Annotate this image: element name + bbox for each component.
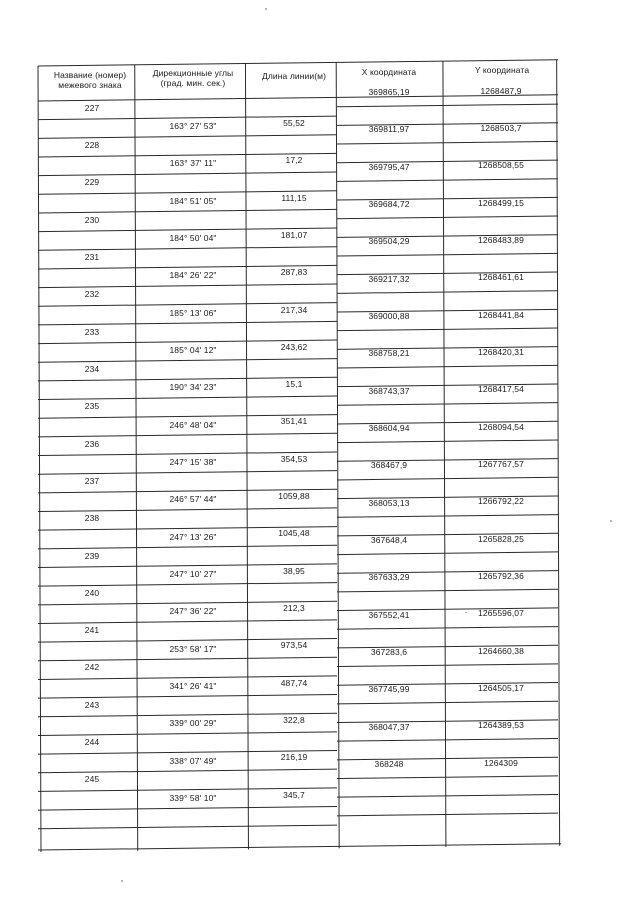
segment-angle: 184° 51' 05" (169, 195, 217, 206)
point-x: 367283,6 (370, 646, 408, 657)
point-x: 367552,41 (368, 609, 410, 620)
grid-line (337, 291, 558, 294)
point-x: 369811,97 (368, 124, 410, 135)
grid-line (337, 403, 558, 406)
segment-length: 15,1 (285, 379, 303, 390)
segment-angle: 253° 58' 17" (169, 643, 217, 654)
grid-line (337, 328, 558, 331)
grid-line (38, 247, 337, 251)
segment-angle: 185° 04' 12" (169, 345, 217, 356)
grid-line (337, 141, 558, 144)
point-name: 235 (84, 401, 100, 412)
point-name: 228 (84, 140, 100, 150)
point-y: 1268487,9 (480, 85, 522, 96)
point-name: 233 (84, 326, 100, 337)
segment-angle: 184° 50' 04" (169, 233, 217, 244)
point-name: 243 (84, 699, 100, 710)
grid-line (557, 60, 560, 846)
segment-length: 212,3 (283, 603, 305, 614)
point-x: 368467,9 (370, 460, 408, 471)
grid-line (38, 321, 337, 325)
grid-line (38, 209, 337, 213)
point-y: 1264505,17 (478, 682, 524, 693)
grid-line (38, 806, 337, 810)
point-name: 229 (84, 177, 100, 188)
grid-line (38, 583, 337, 587)
point-x: 369795,47 (368, 161, 410, 172)
point-y: 1264389,53 (478, 720, 524, 731)
point-x: 367648,4 (370, 534, 408, 545)
point-y: 1268461,61 (478, 272, 524, 283)
point-x: 368248 (374, 758, 404, 769)
scan-speck (265, 8, 267, 10)
grid-line (336, 62, 339, 848)
point-y: 1268441,84 (478, 309, 524, 320)
grid-line (337, 795, 558, 798)
point-name: 234 (84, 363, 100, 374)
grid-line (38, 471, 337, 475)
point-name: 239 (84, 550, 100, 561)
grid-line (38, 172, 337, 176)
grid-line (337, 253, 558, 256)
grid-line (337, 589, 558, 592)
segment-length: 181,07 (280, 229, 308, 240)
segment-angle: 247° 36' 22" (169, 606, 217, 617)
segment-length: 1059,88 (278, 491, 310, 502)
header-length: Длина линии(м) (261, 71, 327, 81)
point-y: 1268503,7 (480, 123, 522, 134)
grid-line (337, 216, 558, 219)
point-x: 368743,37 (368, 385, 410, 396)
point-name: 237 (84, 475, 100, 486)
point-name: 241 (84, 625, 100, 636)
segment-length: 243,62 (280, 341, 308, 352)
segment-angle: 163° 37' 11" (169, 158, 217, 169)
segment-length: 111,15 (281, 192, 307, 203)
segment-angle: 247° 15' 38" (169, 457, 217, 467)
segment-length: 487,74 (280, 677, 308, 688)
grid-line (38, 769, 337, 773)
grid-line (38, 135, 337, 139)
point-y: 1268508,55 (478, 160, 524, 171)
segment-angle: 247° 13' 26" (169, 531, 217, 542)
grid-line (38, 433, 337, 437)
segment-length: 38,95 (283, 565, 305, 576)
segment-angle: 190° 34' 23" (169, 382, 217, 393)
grid-line (38, 66, 41, 852)
point-y: 1268417,54 (478, 384, 524, 395)
segment-angle: 341° 26' 41" (169, 680, 217, 691)
grid-line (245, 64, 248, 850)
grid-line (337, 701, 558, 704)
point-name: 244 (84, 737, 100, 748)
point-name: 245 (84, 774, 100, 785)
point-y: 1265828,25 (478, 533, 524, 544)
grid-line (38, 508, 337, 512)
point-y: 1267767,57 (478, 458, 524, 469)
grid-line (337, 813, 558, 816)
grid-line (38, 359, 337, 363)
grid-line (337, 179, 558, 182)
grid-line (38, 657, 337, 661)
point-y: 1268094,54 (478, 421, 524, 432)
point-y: 1268499,15 (478, 197, 524, 208)
segment-angle: 338° 07' 49" (169, 755, 217, 766)
grid-line (443, 61, 446, 847)
point-name: 240 (84, 587, 100, 598)
segment-length: 354,53 (280, 453, 308, 464)
grid-line (38, 825, 337, 829)
grid-line (337, 365, 558, 368)
point-y: 1265792,36 (478, 570, 524, 581)
scan-speck (465, 612, 467, 613)
header-name: Название (номер) межевого знака (53, 70, 127, 90)
point-y: 1268483,89 (478, 235, 524, 246)
grid-line (38, 620, 337, 624)
grid-line (337, 776, 558, 779)
point-name: 230 (84, 214, 100, 225)
segment-length: 287,83 (280, 267, 308, 278)
segment-length: 1045,48 (278, 528, 310, 539)
grid-line (38, 695, 337, 699)
grid-line (38, 396, 337, 400)
segment-angle: 246° 57' 44" (169, 494, 217, 505)
point-name: 238 (84, 513, 100, 524)
scan-speck (121, 880, 123, 882)
point-x: 369217,32 (368, 273, 410, 284)
segment-length: 55,52 (283, 117, 305, 128)
point-y: 1268420,31 (478, 347, 524, 358)
point-x: 367633,29 (368, 572, 410, 583)
point-x: 368053,13 (368, 497, 410, 508)
point-y: 1265596,07 (478, 608, 524, 619)
segment-angle: 163° 27' 53" (169, 121, 217, 132)
grid-line (337, 515, 558, 518)
grid-line (135, 65, 138, 851)
segment-angle: 185° 13' 06" (169, 307, 217, 318)
point-name: 227 (84, 102, 100, 113)
segment-length: 216,19 (280, 752, 308, 763)
point-y: 1266792,22 (478, 496, 524, 507)
grid-line (337, 440, 558, 443)
point-name: 236 (84, 438, 100, 449)
grid-line (38, 545, 337, 549)
header-angle: Дирекционные углы (град. мин. сек.) (152, 68, 234, 88)
point-x: 369000,88 (368, 311, 410, 322)
grid-line (337, 477, 558, 480)
segment-length: 973,54 (280, 640, 308, 651)
point-x: 369865,19 (368, 87, 410, 98)
segment-angle: 246° 48' 04" (169, 419, 217, 430)
point-x: 368047,37 (368, 721, 410, 732)
segment-length: 345,7 (283, 789, 305, 800)
segment-angle: 184° 26' 22" (169, 270, 217, 281)
grid-line (337, 739, 558, 742)
grid-line (38, 844, 561, 850)
point-x: 367745,99 (368, 684, 410, 695)
segment-angle: 339° 00' 29" (169, 718, 217, 729)
point-name: 232 (84, 289, 100, 300)
segment-length: 217,34 (280, 304, 308, 315)
segment-length: 322,8 (283, 715, 305, 726)
point-x: 369684,72 (368, 199, 410, 210)
grid-line (337, 552, 558, 555)
segment-length: 17,2 (285, 155, 303, 166)
segment-length: 351,41 (280, 416, 308, 427)
header-x: X координата (361, 67, 417, 77)
scan-speck (610, 520, 612, 522)
header-y: Y координата (474, 65, 530, 75)
grid-line (38, 732, 337, 736)
point-name: 242 (84, 662, 100, 673)
grid-line (337, 627, 558, 630)
point-x: 369504,29 (368, 236, 410, 247)
grid-line (337, 664, 558, 667)
point-x: 368758,21 (368, 348, 410, 359)
segment-angle: 247° 10' 27" (169, 568, 217, 579)
point-y: 1264309 (484, 757, 518, 768)
grid-line (337, 757, 558, 760)
segment-angle: 339° 58' 10" (169, 792, 217, 803)
grid-line (38, 284, 337, 288)
point-name: 231 (84, 251, 100, 262)
point-x: 368604,94 (368, 423, 410, 433)
point-y: 1264660,38 (478, 645, 524, 656)
grid-line (337, 104, 558, 107)
